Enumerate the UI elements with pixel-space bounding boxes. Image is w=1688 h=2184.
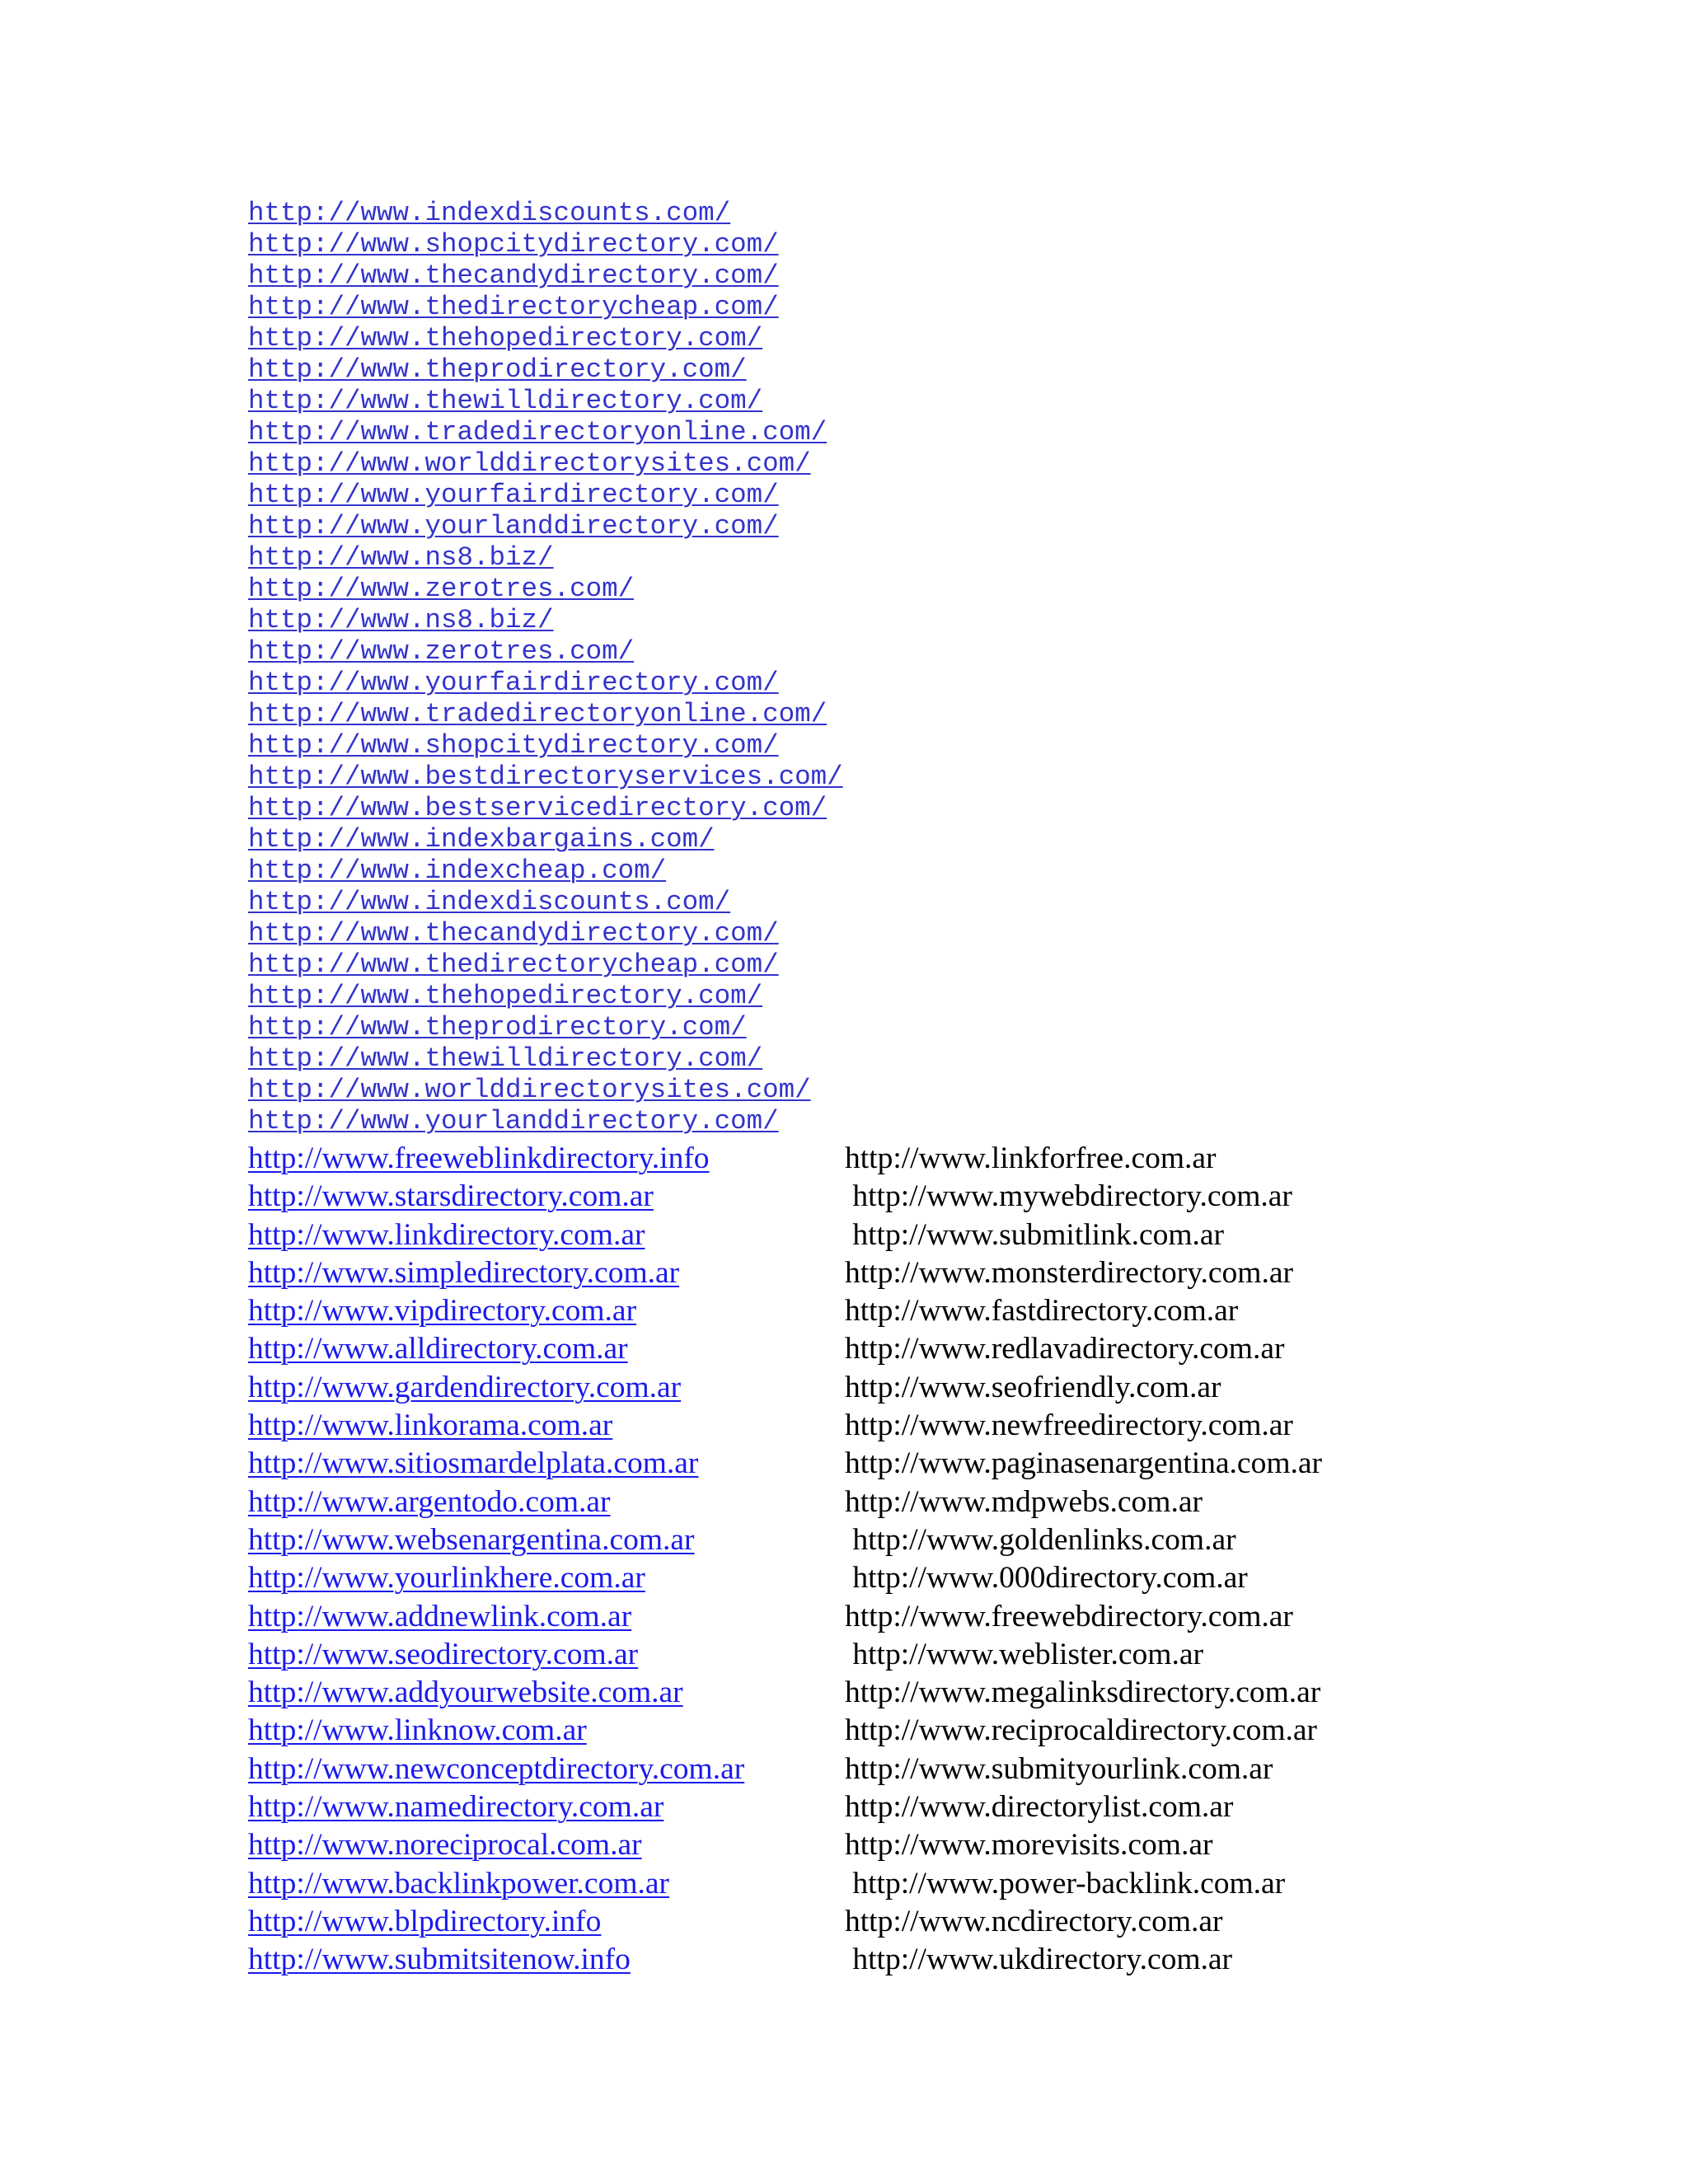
directory-text: http://www.ncdirectory.com.ar [845, 1904, 1223, 1938]
link-item[interactable]: http://www.yourlanddirectory.com/ [248, 1106, 779, 1137]
directory-text: http://www.power-backlink.com.ar [845, 1866, 1286, 1900]
link-item[interactable]: http://www.yourfairdirectory.com/ [248, 668, 779, 698]
directory-row [248, 1445, 1484, 1483]
directory-text: http://www.morevisits.com.ar [845, 1828, 1213, 1863]
directory-link[interactable]: http://www.argentodo.com.ar [248, 1484, 611, 1519]
directory-row [248, 1254, 1484, 1292]
directory-text: http://www.paginasenargentina.com.ar [845, 1446, 1322, 1481]
link-item[interactable]: http://www.ns8.biz/ [248, 542, 554, 573]
directory-row [248, 1178, 1484, 1216]
directory-row [248, 1826, 1484, 1864]
directory-row [248, 1903, 1484, 1941]
directory-text: http://www.monsterdirectory.com.ar [845, 1255, 1293, 1290]
directory-text: http://www.freewebdirectory.com.ar [845, 1599, 1293, 1633]
directory-row [248, 1598, 1484, 1636]
directory-row [248, 1865, 1484, 1903]
directory-link[interactable]: http://www.backlinkpower.com.ar [248, 1866, 669, 1900]
link-item[interactable]: http://www.theprodirectory.com/ [248, 1012, 747, 1043]
link-item[interactable]: http://www.yourlanddirectory.com/ [248, 511, 779, 541]
link-item[interactable]: http://www.zerotres.com/ [248, 574, 635, 604]
link-item[interactable]: http://www.thecandydirectory.com/ [248, 918, 779, 949]
link-item[interactable]: http://www.shopcitydirectory.com/ [248, 730, 779, 761]
directory-link[interactable]: http://www.linknow.com.ar [248, 1713, 587, 1748]
directory-row [248, 1369, 1484, 1407]
directory-link[interactable]: http://www.seodirectory.com.ar [248, 1637, 639, 1671]
directory-text: http://www.directorylist.com.ar [845, 1790, 1234, 1825]
directory-link[interactable]: http://www.websenargentina.com.ar [248, 1522, 695, 1557]
ar-directory-table [248, 1140, 1484, 1980]
directory-row [248, 1788, 1484, 1826]
link-item[interactable]: http://www.bestdirectoryservices.com/ [248, 762, 843, 792]
directory-row [248, 1407, 1484, 1445]
directory-link[interactable]: http://www.linkorama.com.ar [248, 1408, 613, 1443]
link-item[interactable]: http://www.zerotres.com/ [248, 636, 635, 667]
link-item[interactable]: http://www.tradedirectoryonline.com/ [248, 699, 828, 729]
link-item[interactable]: http://www.ns8.biz/ [248, 605, 554, 635]
link-item[interactable]: http://www.thedirectorycheap.com/ [248, 949, 779, 980]
directory-row [248, 1330, 1484, 1368]
directory-row [248, 1521, 1484, 1559]
directory-row [248, 1216, 1484, 1254]
link-item[interactable]: http://www.theprodirectory.com/ [248, 354, 747, 385]
directory-row [248, 1712, 1484, 1750]
link-item[interactable]: http://www.bestservicedirectory.com/ [248, 793, 828, 823]
directory-row [248, 1941, 1484, 1979]
link-item[interactable]: http://www.thecandydirectory.com/ [248, 260, 779, 291]
directory-text: http://www.redlavadirectory.com.ar [845, 1332, 1285, 1366]
link-item[interactable]: http://www.shopcitydirectory.com/ [248, 229, 779, 260]
directory-link[interactable]: http://www.freeweblinkdirectory.info [248, 1141, 710, 1175]
link-item[interactable]: http://www.indexcheap.com/ [248, 855, 667, 886]
directory-link[interactable]: http://www.starsdirectory.com.ar [248, 1179, 654, 1214]
directory-link[interactable]: http://www.yourlinkhere.com.ar [248, 1561, 645, 1596]
directory-link[interactable]: http://www.simpledirectory.com.ar [248, 1255, 680, 1290]
directory-row [248, 1636, 1484, 1674]
directory-text: http://www.submitlink.com.ar [845, 1217, 1225, 1252]
directory-row [248, 1483, 1484, 1521]
link-item[interactable]: http://www.indexdiscounts.com/ [248, 198, 731, 228]
directory-link[interactable]: http://www.submitsitenow.info [248, 1943, 631, 1977]
directory-text: http://www.mdpwebs.com.ar [845, 1484, 1203, 1519]
directory-link[interactable]: http://www.newconceptdirectory.com.ar [248, 1751, 745, 1786]
link-item[interactable]: http://www.worlddirectorysites.com/ [248, 1075, 811, 1105]
directory-link[interactable]: http://www.addyourwebsite.com.ar [248, 1675, 683, 1710]
directory-link[interactable]: http://www.blpdirectory.info [248, 1904, 602, 1938]
directory-text: http://www.mywebdirectory.com.ar [845, 1179, 1292, 1214]
directory-text: http://www.000directory.com.ar [845, 1561, 1248, 1596]
link-item[interactable]: http://www.thewilldirectory.com/ [248, 386, 763, 416]
directory-link[interactable]: http://www.namedirectory.com.ar [248, 1790, 664, 1825]
directory-link[interactable]: http://www.addnewlink.com.ar [248, 1599, 632, 1633]
link-item[interactable]: http://www.thehopedirectory.com/ [248, 981, 763, 1011]
directory-text: http://www.seofriendly.com.ar [845, 1370, 1221, 1404]
directory-link[interactable]: http://www.sitiosmardelplata.com.ar [248, 1446, 699, 1481]
directory-link[interactable]: http://www.gardendirectory.com.ar [248, 1370, 682, 1404]
directory-text: http://www.submityourlink.com.ar [845, 1751, 1273, 1786]
link-item[interactable]: http://www.thewilldirectory.com/ [248, 1043, 763, 1074]
directory-text: http://www.fastdirectory.com.ar [845, 1294, 1239, 1329]
directory-row [248, 1140, 1484, 1178]
directory-link[interactable]: http://www.linkdirectory.com.ar [248, 1217, 645, 1252]
directory-text: http://www.goldenlinks.com.ar [845, 1522, 1236, 1557]
directory-row [248, 1750, 1484, 1788]
link-item[interactable]: http://www.tradedirectoryonline.com/ [248, 417, 828, 448]
monospace-link-list [248, 198, 1237, 1137]
directory-link[interactable]: http://www.noreciprocal.com.ar [248, 1828, 642, 1863]
directory-row [248, 1559, 1484, 1597]
directory-link[interactable]: http://www.vipdirectory.com.ar [248, 1294, 637, 1329]
directory-text: http://www.newfreedirectory.com.ar [845, 1408, 1293, 1443]
directory-text: http://www.megalinksdirectory.com.ar [845, 1675, 1321, 1710]
directory-link[interactable]: http://www.alldirectory.com.ar [248, 1332, 628, 1366]
directory-text: http://www.ukdirectory.com.ar [845, 1943, 1233, 1977]
link-item[interactable]: http://www.worlddirectorysites.com/ [248, 448, 811, 479]
link-item[interactable]: http://www.yourfairdirectory.com/ [248, 480, 779, 510]
link-item[interactable]: http://www.thedirectorycheap.com/ [248, 292, 779, 322]
directory-row [248, 1674, 1484, 1712]
directory-row [248, 1292, 1484, 1330]
link-item[interactable]: http://www.indexbargains.com/ [248, 824, 715, 855]
link-item[interactable]: http://www.thehopedirectory.com/ [248, 323, 763, 354]
directory-text: http://www.reciprocaldirectory.com.ar [845, 1713, 1318, 1748]
link-item[interactable]: http://www.indexdiscounts.com/ [248, 887, 731, 917]
directory-text: http://www.weblister.com.ar [845, 1637, 1203, 1671]
directory-text: http://www.linkforfree.com.ar [845, 1141, 1217, 1175]
